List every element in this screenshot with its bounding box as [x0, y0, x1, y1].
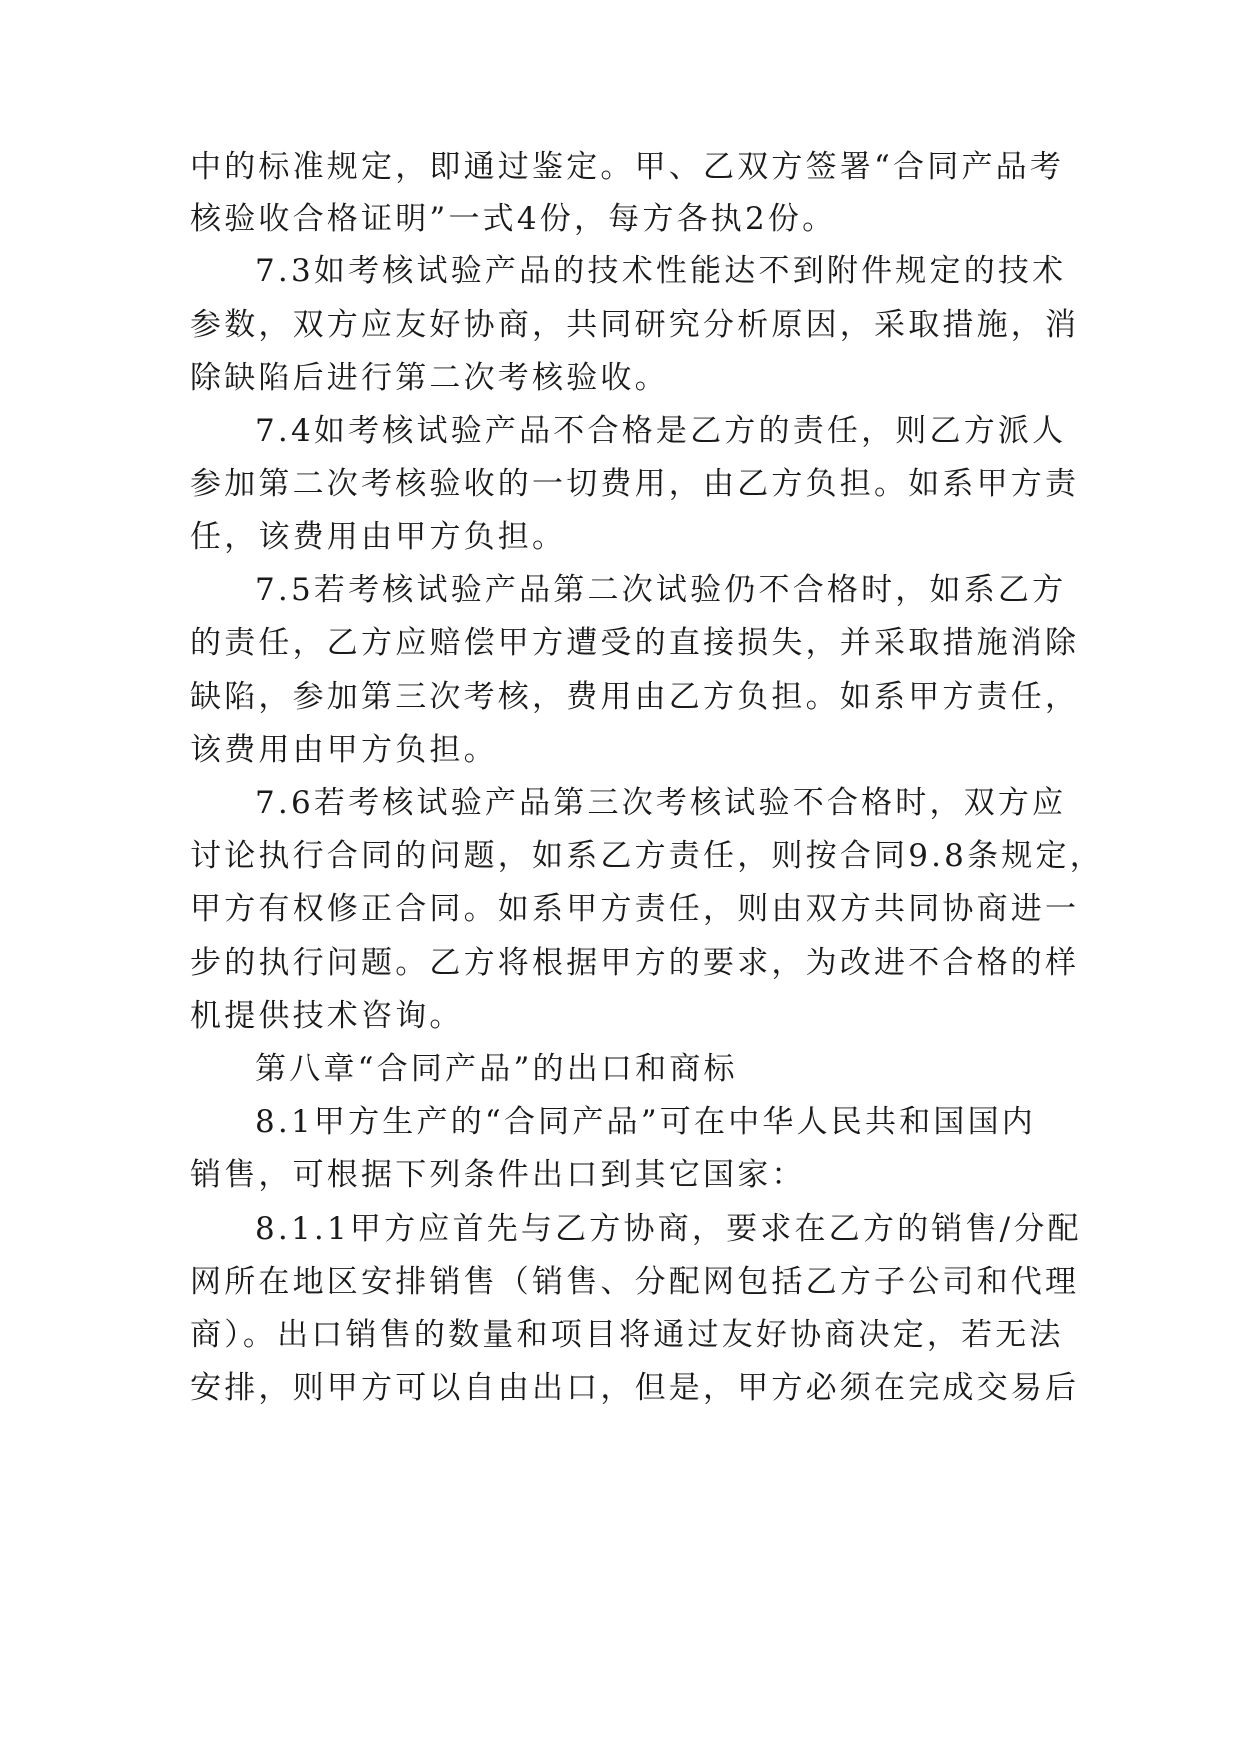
text-line: 中的标准规定，即通过鉴定。甲、乙双方签署“合同产品考	[190, 149, 1065, 185]
clause-7-4: 7.4如考核试验产品不合格是乙方的责任，则乙方派人	[255, 413, 1067, 449]
clause-7-3: 7.3如考核试验产品的技术性能达不到附件规定的技术	[255, 253, 1067, 289]
text-line: 安排，则甲方可以自由出口，但是，甲方必须在完成交易后	[190, 1370, 1080, 1406]
text-line: 甲方有权修正合同。如系甲方责任，则由双方共同协商进一	[190, 891, 1080, 927]
clause-8-1: 8.1甲方生产的“合同产品”可在中华人民共和国国内	[255, 1104, 1036, 1140]
text-line: 步的执行问题。乙方将根据甲方的要求，为改进不合格的样	[190, 945, 1080, 981]
text-line: 的责任，乙方应赔偿甲方遭受的直接损失，并采取措施消除	[190, 625, 1080, 661]
clause-7-6: 7.6若考核试验产品第三次考核试验不合格时，双方应	[255, 785, 1067, 821]
text-line: 机提供技术咨询。	[190, 998, 464, 1034]
text-line: 缺陷，参加第三次考核，费用由乙方负担。如系甲方责任，	[190, 679, 1080, 715]
clause-7-5: 7.5若考核试验产品第二次试验仍不合格时，如系乙方	[255, 572, 1067, 608]
text-line: 讨论执行合同的问题，如系乙方责任，则按合同9.8条规定，	[190, 838, 1104, 874]
text-line: 除缺陷后进行第二次考核验收。	[190, 360, 669, 396]
text-line: 核验收合格证明”一式4份，每方各执2份。	[190, 201, 837, 237]
text-line: 该费用由甲方负担。	[190, 732, 498, 768]
clause-8-1-1: 8.1.1甲方应首先与乙方协商，要求在乙方的销售/分配	[255, 1211, 1082, 1247]
text-line: 商）。出口销售的数量和项目将通过友好协商决定，若无法	[190, 1317, 1064, 1353]
text-line: 参加第二次考核验收的一切费用，由乙方负担。如系甲方责	[190, 466, 1080, 502]
text-line: 网所在地区安排销售（销售、分配网包括乙方子公司和代理	[190, 1264, 1080, 1300]
text-line: 任，该费用由甲方负担。	[190, 519, 567, 555]
chapter-heading: 第八章“合同产品”的出口和商标	[255, 1051, 738, 1087]
text-line: 销售，可根据下列条件出口到其它国家：	[190, 1157, 806, 1193]
text-line: 参数，双方应友好协商，共同研究分析原因，采取措施，消	[190, 307, 1080, 343]
